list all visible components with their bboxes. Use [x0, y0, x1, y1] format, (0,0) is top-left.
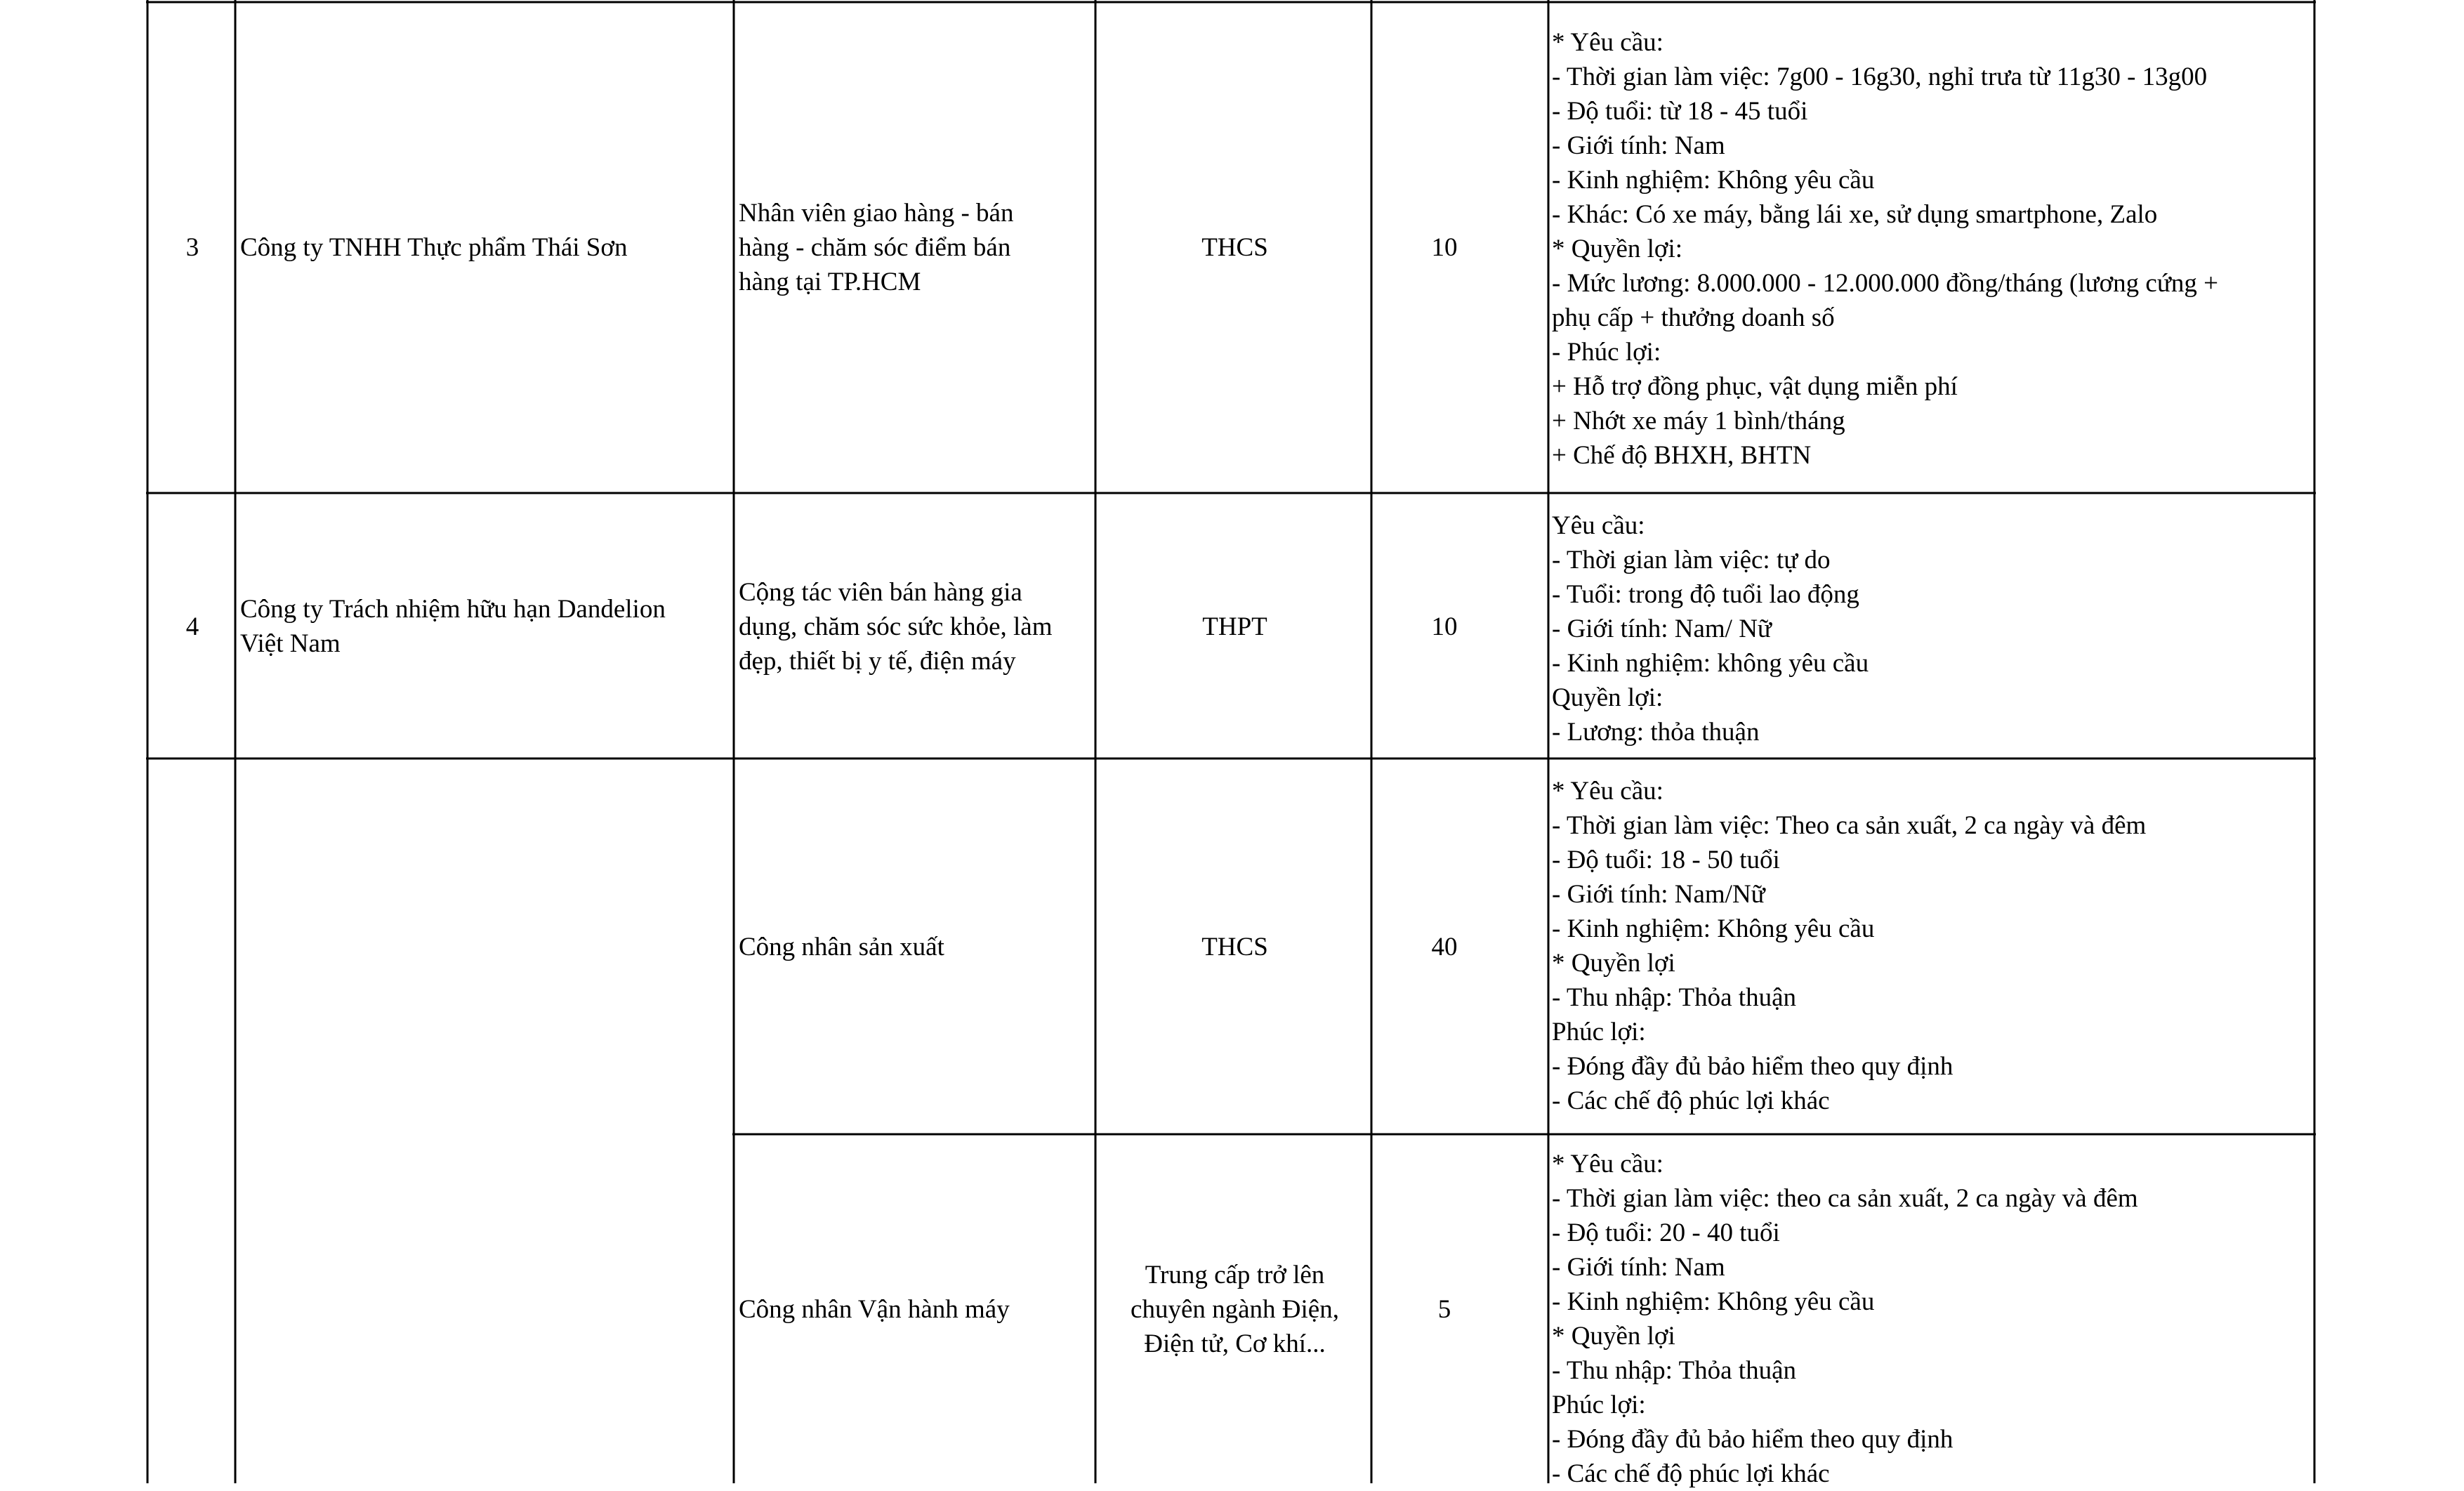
- detail-line: * Yêu cầu:: [1552, 1150, 1663, 1178]
- row-5b-position: [739, 1136, 1093, 1483]
- detail-line: * Quyền lợi: [1552, 1322, 1675, 1351]
- detail-line: - Các chế độ phúc lợi khác: [1552, 1459, 1830, 1488]
- detail-line: Phúc lợi:: [1552, 1018, 1646, 1046]
- stt-value: 4: [185, 612, 199, 641]
- row-4-position: [739, 494, 1093, 758]
- detail-line: phụ cấp + thưởng doanh số: [1552, 303, 1835, 332]
- row-3-details: [1552, 3, 2310, 492]
- detail-line: - Giới tính: Nam: [1552, 131, 1725, 160]
- row-5-stt: [150, 760, 235, 1483]
- education-line: Trung cấp trở lên: [1145, 1261, 1325, 1289]
- detail-line: - Độ tuổi: từ 18 - 45 tuổi: [1552, 97, 1808, 126]
- row-3-quantity: [1374, 3, 1515, 492]
- detail-line: - Phúc lợi:: [1552, 338, 1661, 367]
- row-4-details: [1552, 494, 2310, 758]
- company-line: Việt Nam: [240, 629, 341, 658]
- education-line: THCS: [1201, 233, 1268, 262]
- row-4-quantity: [1374, 494, 1515, 758]
- row-3-education: [1099, 3, 1371, 492]
- position-line: Nhân viên giao hàng - bán: [739, 199, 1014, 228]
- detail-line: - Đóng đầy đủ bảo hiểm theo quy định: [1552, 1425, 1954, 1454]
- position-line: Công nhân sản xuất: [739, 932, 944, 961]
- detail-line: * Quyền lợi:: [1552, 235, 1683, 263]
- detail-line: - Kinh nghiệm: Không yêu cầu: [1552, 1287, 1875, 1316]
- row-3-stt: [150, 3, 235, 492]
- detail-line: - Thời gian làm việc: 7g00 - 16g30, nghỉ trưa từ 11g30 - 13g00: [1552, 63, 2208, 91]
- detail-line: - Các chế độ phúc lợi khác: [1552, 1086, 1830, 1115]
- detail-line: - Kinh nghiệm: không yêu cầu: [1552, 649, 1869, 678]
- position-line: hàng tại TP.HCM: [739, 268, 921, 296]
- detail-line: - Thu nhập: Thỏa thuận: [1552, 1356, 1797, 1385]
- detail-line: + Chế độ BHXH, BHTN: [1552, 441, 1812, 470]
- row-5a-position: [739, 760, 1093, 1134]
- row-5-company: [239, 760, 730, 1483]
- position-line: hàng - chăm sóc điểm bán: [739, 233, 1011, 262]
- quantity-value: 10: [1431, 612, 1458, 641]
- detail-line: - Độ tuổi: 18 - 50 tuổi: [1552, 846, 1780, 874]
- position-line: đẹp, thiết bị y tế, điện máy: [739, 646, 1016, 676]
- detail-line: * Yêu cầu:: [1552, 777, 1663, 806]
- stt-value: 3: [185, 233, 199, 262]
- company-line: Công ty TNHH Thực phẩm Thái Sơn: [240, 233, 628, 262]
- quantity-value: 40: [1431, 932, 1458, 961]
- row-5b-quantity: [1374, 1136, 1515, 1483]
- quantity-value: 5: [1437, 1295, 1451, 1324]
- detail-line: Phúc lợi:: [1552, 1391, 1646, 1419]
- education-line: THCS: [1201, 932, 1268, 961]
- detail-line: - Mức lương: 8.000.000 - 12.000.000 đồng/tháng (lương cứng +: [1552, 269, 2218, 298]
- position-line: Công nhân Vận hành máy: [739, 1295, 1010, 1324]
- detail-line: - Giới tính: Nam/ Nữ: [1552, 615, 1772, 643]
- detail-line: - Giới tính: Nam: [1552, 1253, 1725, 1282]
- detail-line: - Thời gian làm việc: theo ca sản xuất, 2 ca ngày và đêm: [1552, 1184, 2138, 1213]
- detail-line: Yêu cầu:: [1552, 511, 1645, 540]
- position-line: Cộng tác viên bán hàng gia: [739, 577, 1022, 607]
- detail-line: - Kinh nghiệm: Không yêu cầu: [1552, 166, 1875, 195]
- row-3-position: [739, 3, 1093, 492]
- position-line: dụng, chăm sóc sức khỏe, làm: [739, 612, 1053, 641]
- detail-line: Quyền lợi:: [1552, 683, 1663, 712]
- row-4-stt: [150, 494, 235, 758]
- detail-line: - Lương: thỏa thuận: [1552, 718, 1760, 747]
- row-5a-education: [1099, 760, 1371, 1134]
- detail-line: - Thời gian làm việc: Theo ca sản xuất, 2 ca ngày và đêm: [1552, 811, 2147, 840]
- detail-line: - Thời gian làm việc: tự do: [1552, 546, 1831, 574]
- detail-line: - Độ tuổi: 20 - 40 tuổi: [1552, 1219, 1780, 1247]
- row-5a-details: [1552, 760, 2310, 1134]
- quantity-value: 10: [1431, 233, 1458, 262]
- education-line: chuyên ngành Điện,: [1131, 1295, 1339, 1324]
- detail-line: - Khác: Có xe máy, bằng lái xe, sử dụng smartphone, Zalo: [1552, 200, 2158, 229]
- row-5b-details: [1552, 1136, 2310, 1488]
- row-4-education: [1099, 494, 1371, 758]
- detail-line: - Đóng đầy đủ bảo hiểm theo quy định: [1552, 1052, 1954, 1081]
- detail-line: - Giới tính: Nam/Nữ: [1552, 880, 1765, 909]
- row-5b-education: [1099, 1136, 1371, 1483]
- detail-line: + Nhớt xe máy 1 bình/tháng: [1552, 407, 1845, 435]
- detail-line: * Yêu cầu:: [1552, 28, 1663, 57]
- company-line: Công ty Trách nhiệm hữu hạn Dandelion: [240, 595, 666, 624]
- detail-line: - Thu nhập: Thỏa thuận: [1552, 983, 1797, 1012]
- row-3-company: [239, 3, 730, 492]
- detail-line: * Quyền lợi: [1552, 949, 1675, 978]
- detail-line: - Kinh nghiệm: Không yêu cầu: [1552, 914, 1875, 943]
- detail-line: + Hỗ trợ đồng phục, vật dụng miễn phí: [1552, 372, 1958, 401]
- education-line: Điện tử, Cơ khí...: [1144, 1329, 1326, 1358]
- detail-line: - Tuổi: trong độ tuổi lao động: [1552, 580, 1859, 609]
- row-5a-quantity: [1374, 760, 1515, 1134]
- row-4-company: [239, 494, 730, 758]
- education-line: THPT: [1202, 612, 1267, 641]
